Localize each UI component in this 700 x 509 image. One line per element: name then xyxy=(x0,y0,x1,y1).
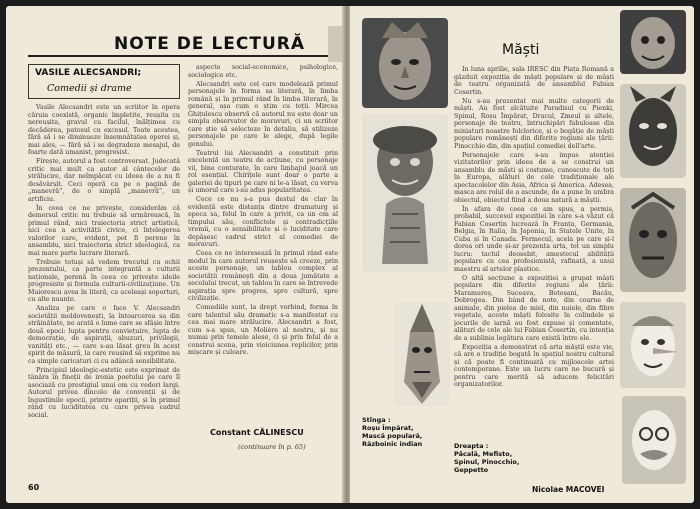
review-heading-box xyxy=(28,64,180,99)
caption-line: Mască populară, xyxy=(362,432,423,440)
paragraph: În afara de ceea ce am spus, a permis, probabil, succesul expoziției în care s-a văzut că Fabian Cosertin lucrează în Franța, Germania, Belgia, în Italia, în Japonia, în Statele Unite, în Cuba și în Canada. Fermecul, acela pe care și-l dorea ori unde și-ar prezenta arta, tot un simplu lucru: tactul deosebit, amestecul abilității populare cu cea profesionistă, rafinată, a unui maestru al artelor plastice. xyxy=(454,205,614,273)
paragraph: Trebuie totuși să vedem trecutul cu ochii prezentului, ca parte integrantă a culturii naționale, perenă în ceea ce privește ideile progresiste și formula culturii-civilizațiune. Un Maiorescu avea în literă, ca aceleași soporturi, cu alte nuanțe. xyxy=(28,258,180,303)
left-column-1 xyxy=(28,104,180,456)
paragraph: Analiza pe care o face V. Alecsandri societății moldovenești, la întoarcerea sa din străinătate, ne arată o lume care se sfâșie între două epoci: lupta pentru conviețuire, lupta de democrație, de aspirații, abuzuri, privilegii, vanități etc., — care s-au lăsat greu în acest spirit de măsură, la care reușind să exprime nu ca simple caricaturi ci cu adâncă sensibilitate. xyxy=(28,305,180,365)
paragraph: Nu s-au prezentat mai multe categorii de măști. Au fost alcătuite Paradisul cu Pienki, Spinul, Roșu Împărat, Dracul, Zmeul și altele, personaje de teatru, întruchipări fabuloase din miniaturi noastre folclorice, și o bogăție de măști populare românești din diferite regiuni ale țării: Pinocchio din, din spațiul comediei dell'arte. xyxy=(454,97,614,150)
caption-line: Spinul, Pinocchio, xyxy=(454,458,520,466)
caption-heading: Stînga : xyxy=(362,416,391,424)
review-signature: Constant CĂLINESCU xyxy=(210,428,304,437)
mask-photo-mefisto xyxy=(620,84,686,178)
paragraph: În luna aprilie, sala IRESC din Piața Romană a găzduit expoziția de măști populare și de măști de teatru organizată de ansamblul Fabian Cosertin. xyxy=(454,66,614,96)
title-rule xyxy=(28,55,328,57)
paragraph: Expoziția a demonstrat că arta măștii este vie, că are o tradiție bogată în spațiul nostru cultural și că poate fi continuată cu mijloacele artei contemporane. Este un lucru care ne bucură și pentru care merită să aducem felicitări organizatorilor. xyxy=(454,343,614,388)
caption-right xyxy=(454,442,554,474)
caption-left xyxy=(362,416,448,448)
mask-photo-spinul xyxy=(620,188,686,292)
left-column-2 xyxy=(188,64,338,421)
mask-photo-folk xyxy=(362,114,448,272)
page-number: 60 xyxy=(28,483,40,492)
continuation-note: (continuare în p. 65) xyxy=(238,443,306,451)
caption-heading: Dreapta : xyxy=(454,442,489,450)
paragraph: În ceea ce ne privește, considerăm că demersul critic nu trebuie să urmărească, în primul rând, nici traiectoria strict artistică, nici cea a activității civice, ci înțelegerea valorilor care, evident, pot fi perene în ansamblu, nici traiectoria strict ideologică, ca mai mare parte lucrare literară. xyxy=(28,204,180,257)
caption-line: Geppetto xyxy=(454,466,489,474)
paragraph: Alecsandri este cel care modelează primul personajele în forma sa literară, în limba română și în primul rând în limba literară, în general, așa cum o știm cu toții. Mircea Ghițulescu observă că autorul nu este doar un simplu observator de moravuri, ci un scriitor care știe să selecteze în detaliu, să stilizeze personajele pe care le alege, după legile genului. xyxy=(188,80,338,148)
mask-photo-indian-warrior xyxy=(394,302,450,406)
paragraph: Teatrul lui Alecsandri a constituit prin excelență un teatru de acțiune, cu personaje vii, bine conturate, în care limbajul joacă un rol esențial. Chirițele sunt doar o parte a galeriei de tipuri pe care ni le-a lăsat, cu verva și umorul care i-au adus popularitatea. xyxy=(188,149,338,194)
article-byline: Nicolae MACOVEI xyxy=(532,485,605,494)
paragraph: Ceea ce ne interesează în primul rând este modul în care autorul reușește să creeze, prin aceste personaje, un tablou complex al societății românești din a doua jumătate a secolului trecut, un tablou în care se întrevede aspirația spre progres, spre cultură, spre civilizație. xyxy=(188,250,338,302)
paragraph: O altă secțiune a expoziției a grupat măști populare din diferite regiuni ale țării: Maramureș, Suceava, Botoșani, Bacău, Dobrogea. Din bând de note, din coarne de animale, din pielea de miel, din nuiele, din fibre vegetale, aceste măști folosite în colindele și jocurile de iarnă au fost expuse și comentate, alături de cele ale lui Fabian Cosertin, cu intenția de a sublinia legătura care există între ele. xyxy=(454,274,614,342)
paragraph: Vasile Alecsandri este un scriitor în opera căruia coexistă, organic împletite, reușita cu nereușita, gravul cu facilul, înălțimea cu decăderea, patosul cu excesul. Toate acestea, fără să i se diminueze însemnătatea operei și, mai ales, — fără să i se degradeze mesajul, de foarte dată umanist, progresist. xyxy=(28,104,180,156)
section-title: NOTE DE LECTURĂ xyxy=(114,34,306,54)
caption-line: Pâcală, Mefisto, xyxy=(454,450,513,458)
article-body xyxy=(454,66,614,480)
paragraph: Comediile sunt, la drept vorbind, forma în care talentul său dramatic s-a manifestat cu cea mai mare strălucire. Alecsandri a fost, cum s-a spus, un Molière al nostru, și nu numai prin temele alese, ci și prin felul de a construi scena, prin vioiciunea replicilor, prin mișcare și culoare. xyxy=(188,304,338,356)
caption-line: Roșu Împărat, xyxy=(362,424,414,432)
article-title: Măști xyxy=(502,42,540,58)
paragraph: Personajele care s-au impus atenției vizitatorilor prin ideea de a se construi un ansamblu de măști și costume, cunoscute de toți în Europa, alături de cele tradiționale ale spectacolelor din Asia, Africa și America. Adesea, masca are rolul de a ascunde, de a pune în umbra obiectul, obiectul fiind a doua natură a măștii. xyxy=(454,151,614,204)
paragraph: Cece ce nu s-a pus destul de clar în evidență este distanța dintre dramaturg și epoca sa, felul în care a privit, ca un om al timpului său, conflictele și contradicțiile vremii, cu o sensibilitate și o luciditate care depășesc cadrul strict al comediei de moravuri. xyxy=(188,196,338,248)
mask-photo-red-emperor xyxy=(362,18,448,108)
mask-photo-geppetto xyxy=(622,396,686,484)
mask-photo-pacala xyxy=(620,10,686,74)
mask-photo-pinocchio xyxy=(620,302,686,388)
left-page xyxy=(6,6,344,503)
paragraph: aspecte social-economice, psihologice, sociologice etc. xyxy=(188,64,338,79)
paragraph: Firește, autorul a fost controversat. Judecată critic mai mult ca autor al cântecelor de strălucire, dar neîmpăcat cu ideea de a nu fi desăvârșit. Ceci operă ca pe o pagină de „manevră”, de o simplă „manevră”, un artificiu. xyxy=(28,158,180,203)
right-page xyxy=(350,6,694,503)
caption-line: Războinic indian xyxy=(362,440,423,448)
reviewed-book-title: Comedii și drame xyxy=(47,83,132,94)
paragraph: Principiul ideologic-estetic este exprimat de tânăra în fineții de ironia poetului pe care îl asociază cu prestigiul unui om cu vederi largi. Autorul privea dincolo de convenții și de îngustimile epocii, printre apariții, și în primul rând cu luciditatea cu care privea cadrul social. xyxy=(28,366,180,419)
reviewed-author: VASILE ALECSANDRI; xyxy=(35,68,142,78)
